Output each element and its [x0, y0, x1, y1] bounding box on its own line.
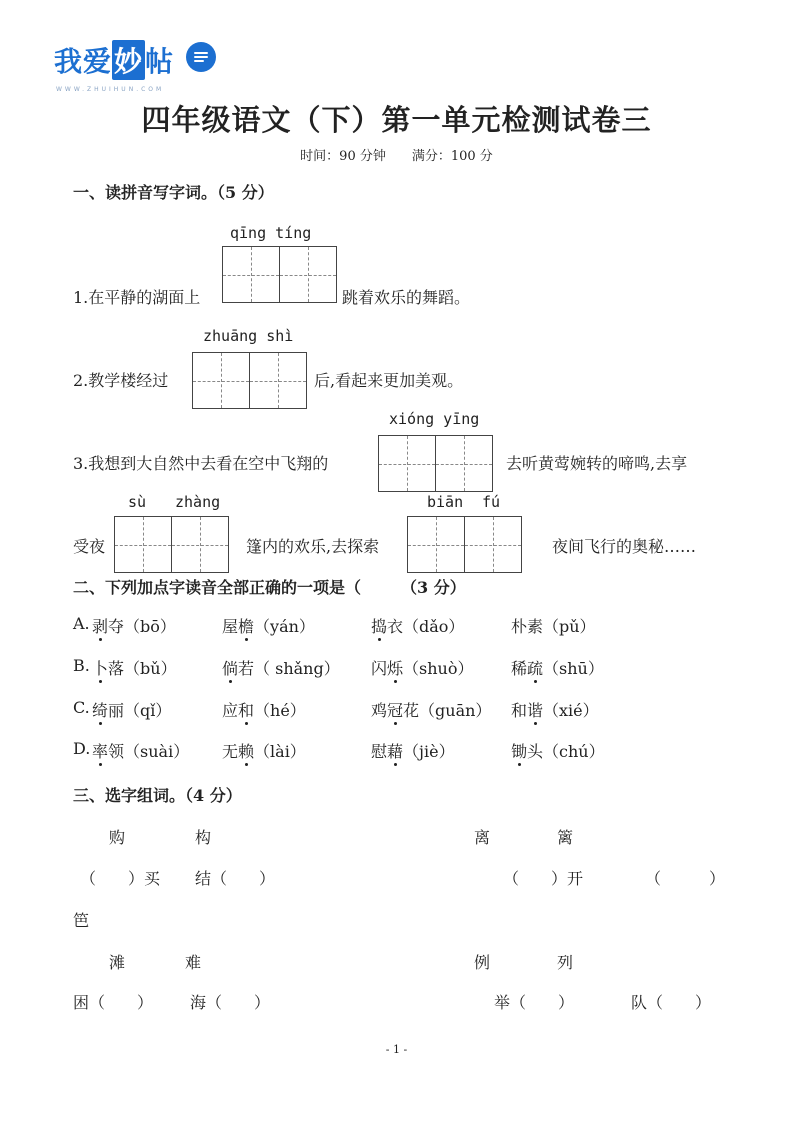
- word-reading: （yán）: [254, 617, 315, 636]
- word-blank[interactable]: （ ）开: [503, 869, 584, 888]
- dotted-char: 疏: [527, 656, 543, 679]
- choice-char: 难: [185, 953, 202, 972]
- word-reading: 领（suài）: [108, 742, 190, 761]
- option-word: [371, 656, 474, 679]
- q1-text-after: 跳着欢乐的舞蹈。: [342, 288, 471, 307]
- word-blank[interactable]: 困（ ）: [73, 993, 154, 1012]
- word-reading: 丽（qǐ）: [108, 701, 172, 720]
- q3-text-before: 3.我想到大自然中去看在空中飞翔的: [73, 454, 329, 473]
- choice-char: 离: [474, 828, 491, 847]
- word-part: 鸡: [371, 701, 388, 720]
- q2-text-before: 2.教学楼经过: [73, 371, 169, 390]
- pinyin-fu: fú: [482, 493, 501, 511]
- option-word: [92, 614, 176, 637]
- option-word: [371, 614, 464, 637]
- word-part: 应: [222, 701, 239, 720]
- word-blank[interactable]: 队（ ）: [631, 993, 712, 1012]
- q3b-text-middle: 篷内的欢乐,去探索: [246, 537, 380, 556]
- section-1-heading: 一、读拼音写字词。（5 分）: [73, 183, 274, 202]
- word-reading: （shuò）: [403, 659, 474, 678]
- dotted-char: 谐: [527, 698, 543, 721]
- dotted-char: 率: [92, 739, 108, 762]
- answer-grid-q3b-2[interactable]: [407, 516, 522, 573]
- option-word: [511, 614, 596, 637]
- q2-text-after: 后,看起来更加美观。: [314, 371, 464, 390]
- word-reading: （jiè）: [403, 742, 455, 761]
- option-word: [511, 656, 604, 679]
- word-blank[interactable]: （ ）: [645, 869, 726, 888]
- word-part: 屋: [222, 617, 239, 636]
- q3b-text-end: 夜间飞行的奥秘……: [552, 537, 697, 556]
- dotted-char: 藉: [387, 739, 403, 762]
- option-word: [92, 698, 171, 721]
- pinyin-xiongying: xióng yīng: [389, 410, 480, 428]
- dotted-char: 卜: [92, 656, 108, 679]
- pinyin-zhang: zhàng: [175, 493, 221, 511]
- word-part: 和: [511, 701, 528, 720]
- dotted-char: 赖: [238, 739, 254, 762]
- option-label[interactable]: A.: [73, 614, 90, 633]
- word-reading: 衣（dǎo）: [387, 617, 465, 636]
- exam-meta: [0, 145, 793, 164]
- option-word: [511, 739, 605, 762]
- word-continuation: 笆: [73, 911, 90, 930]
- word-reading: （hé）: [254, 701, 306, 720]
- exam-score: 满分：100 分: [411, 149, 493, 164]
- section-3-heading: 三、选字组词。（4 分）: [73, 786, 242, 805]
- dotted-char: 烁: [387, 656, 403, 679]
- dotted-char: 檐: [238, 614, 254, 637]
- word-part: 无: [222, 742, 239, 761]
- answer-grid-q2[interactable]: [192, 352, 307, 409]
- dotted-char: 剥: [92, 614, 108, 637]
- option-word: [222, 739, 306, 762]
- dotted-char: 倘: [222, 656, 238, 679]
- pinyin-zhuangshi: zhuāng shì: [203, 327, 294, 345]
- logo-url: WWW.ZHUIHUN.COM: [56, 86, 165, 93]
- logo-text: 我爱妙帖: [54, 40, 174, 80]
- word-part: 稀: [511, 659, 528, 678]
- word-reading: 头（chú）: [527, 742, 605, 761]
- word-reading: 若（ shǎng）: [238, 659, 340, 678]
- choice-char: 例: [474, 953, 491, 972]
- exam-time: 时间：90 分钟: [300, 149, 386, 164]
- word-blank[interactable]: 海（ ）: [190, 993, 271, 1012]
- q3b-text-start: 受夜: [73, 537, 106, 556]
- choice-char: 列: [557, 953, 574, 972]
- option-word: [511, 698, 599, 721]
- choice-char: 篱: [557, 828, 574, 847]
- option-label[interactable]: B.: [73, 656, 90, 675]
- option-word: [222, 656, 340, 679]
- chat-bubble-icon: [186, 42, 216, 72]
- dotted-char: 捣: [371, 614, 387, 637]
- word-blank[interactable]: 结（ ）: [195, 869, 276, 888]
- word-reading: 落（bǔ）: [108, 659, 177, 678]
- option-word: [92, 739, 189, 762]
- option-word: [371, 739, 455, 762]
- pinyin-qingting: qīng tíng: [230, 224, 312, 242]
- dotted-char: 和: [238, 698, 254, 721]
- word-blank[interactable]: （ ）买: [80, 869, 161, 888]
- option-word: [371, 698, 491, 721]
- q3-text-after: 去听黄莺婉转的啼鸣,去享: [506, 454, 688, 473]
- option-label[interactable]: D.: [73, 739, 91, 758]
- word-reading: 夺（bō）: [108, 617, 176, 636]
- word-reading: （shū）: [543, 659, 604, 678]
- option-word: [92, 656, 177, 679]
- section-2-heading: 二、下列加点字读音全部正确的一项是（ （3 分）: [73, 578, 466, 597]
- pinyin-su: sù: [128, 493, 147, 511]
- choice-char: 滩: [109, 953, 126, 972]
- word-part: 慰: [371, 742, 388, 761]
- word-part: 朴素（pǔ）: [511, 617, 596, 636]
- option-word: [222, 698, 306, 721]
- word-blank[interactable]: 举（ ）: [494, 993, 575, 1012]
- option-label[interactable]: C.: [73, 698, 90, 717]
- site-logo: [54, 40, 234, 98]
- word-part: 闪: [371, 659, 388, 678]
- word-reading: （lài）: [254, 742, 306, 761]
- q1-text-before: 1.在平静的湖面上: [73, 288, 201, 307]
- choice-char: 购: [109, 828, 126, 847]
- dotted-char: 绮: [92, 698, 108, 721]
- dotted-char: 冠: [387, 698, 403, 721]
- page-number: - 1 -: [385, 1043, 408, 1056]
- answer-grid-q3b-1[interactable]: [114, 516, 229, 573]
- option-word: [222, 614, 315, 637]
- answer-grid-q1[interactable]: [222, 246, 337, 303]
- choice-char: 构: [195, 828, 212, 847]
- pinyin-bian: biān: [427, 493, 464, 511]
- dotted-char: 锄: [511, 739, 527, 762]
- answer-grid-q3[interactable]: [378, 435, 493, 492]
- word-reading: （xié）: [543, 701, 599, 720]
- page-title: 四年级语文（下）第一单元检测试卷三: [141, 103, 652, 137]
- word-reading: 花（guān）: [403, 701, 492, 720]
